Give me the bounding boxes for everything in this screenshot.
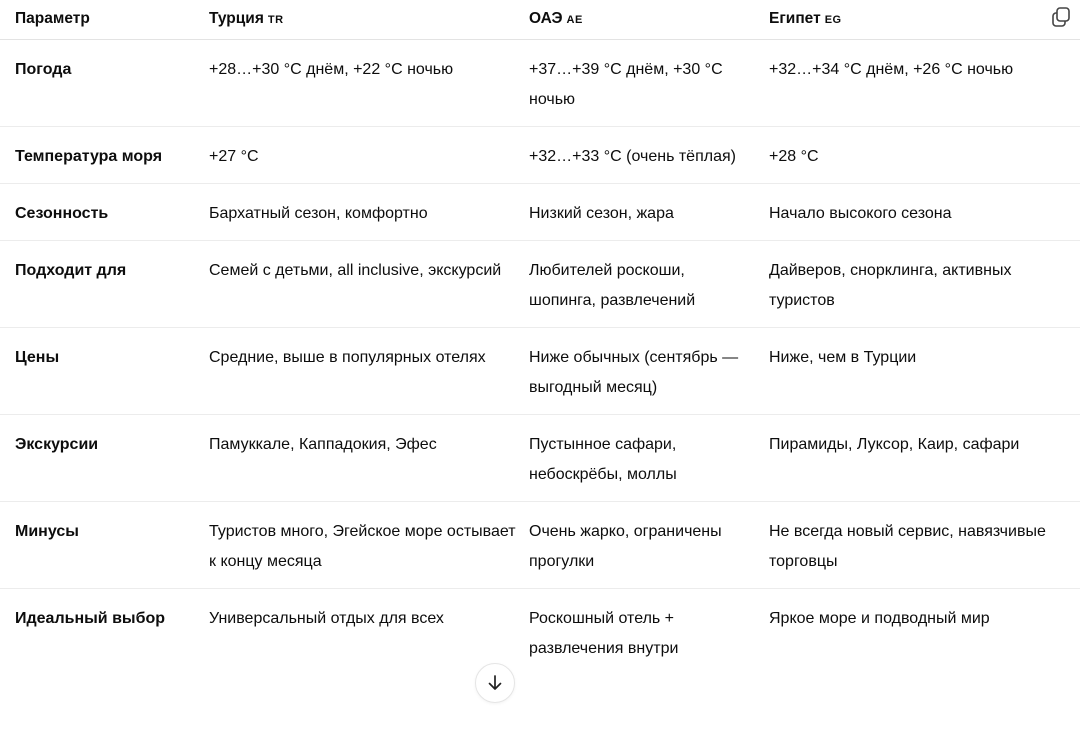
cell-turkey: +28…+30 °C днём, +22 °C ночью — [209, 40, 529, 127]
cell-uae: Пустынное сафари, небоскрёбы, моллы — [529, 415, 769, 502]
cell-uae: Очень жарко, ограничены прогулки — [529, 502, 769, 589]
cell-turkey: Универсальный отдых для всех — [209, 610, 444, 627]
cell-uae: +32…+33 °C (очень тёплая) — [529, 127, 769, 184]
scroll-down-button[interactable] — [475, 663, 515, 703]
table-row — [0, 184, 1080, 241]
cell-param: Цены — [0, 328, 209, 415]
table-row — [0, 502, 1080, 589]
flag-eg: EG — [824, 14, 842, 26]
cell-egypt: Ниже, чем в Турции — [769, 328, 1080, 415]
header-uae — [529, 0, 769, 40]
table-header-row — [0, 0, 1080, 40]
table-row — [0, 589, 1080, 676]
cell-egypt: Не всегда новый сервис, навязчивые торговцы — [769, 502, 1080, 589]
copy-icon — [1050, 6, 1072, 28]
copy-table-button[interactable] — [1050, 6, 1072, 28]
arrow-down-icon — [486, 674, 504, 692]
table-row — [0, 328, 1080, 415]
cell-param: Температура моря — [0, 127, 209, 184]
cell-turkey: Бархатный сезон, комфортно — [209, 184, 529, 241]
header-egypt — [769, 0, 1080, 40]
table-row — [0, 127, 1080, 184]
header-param: Параметр — [0, 0, 209, 40]
cell-egypt: Начало высокого сезона — [769, 184, 1080, 241]
cell-param: Идеальный выбор — [15, 610, 165, 627]
cell-param: Минусы — [0, 502, 209, 589]
cell-turkey: Средние, выше в популярных отелях — [209, 328, 529, 415]
cell-egypt: Пирамиды, Луксор, Каир, сафари — [769, 415, 1080, 502]
flag-ae: AE — [566, 14, 583, 26]
cell-turkey: +27 °C — [209, 127, 529, 184]
cell-egypt: +32…+34 °C днём, +26 °C ночью — [769, 40, 1080, 127]
table-row — [0, 241, 1080, 328]
cell-param: Погода — [0, 40, 209, 127]
cell-turkey: Семей с детьми, all inclusive, экскурсий — [209, 241, 529, 328]
flag-tr: TR — [267, 14, 284, 26]
cell-param: Подходит для — [0, 241, 209, 328]
cell-turkey: Памуккале, Каппадокия, Эфес — [209, 415, 529, 502]
header-turkey — [209, 0, 529, 40]
cell-uae: Ниже обычных (сентябрь — выгодный месяц) — [529, 328, 769, 415]
cell-uae: Роскошный отель + развлечения внутри — [529, 610, 679, 657]
table-row — [0, 415, 1080, 502]
cell-egypt: +28 °C — [769, 127, 1080, 184]
header-egypt-label: Египет — [769, 10, 821, 27]
cell-egypt: Яркое море и подводный мир — [769, 610, 990, 627]
table-row — [0, 40, 1080, 127]
cell-param: Экскурсии — [0, 415, 209, 502]
header-uae-label: ОАЭ — [529, 10, 563, 27]
cell-param: Сезонность — [0, 184, 209, 241]
header-turkey-label: Турция — [209, 10, 264, 27]
cell-egypt: Дайверов, снорклинга, активных туристов — [769, 241, 1080, 328]
cell-uae: Низкий сезон, жара — [529, 184, 769, 241]
cell-turkey: Туристов много, Эгейское море остывает к концу месяца — [209, 502, 529, 589]
cell-uae: Любителей роскоши, шопинга, развлечений — [529, 241, 769, 328]
cell-uae: +37…+39 °C днём, +30 °C ночью — [529, 40, 769, 127]
